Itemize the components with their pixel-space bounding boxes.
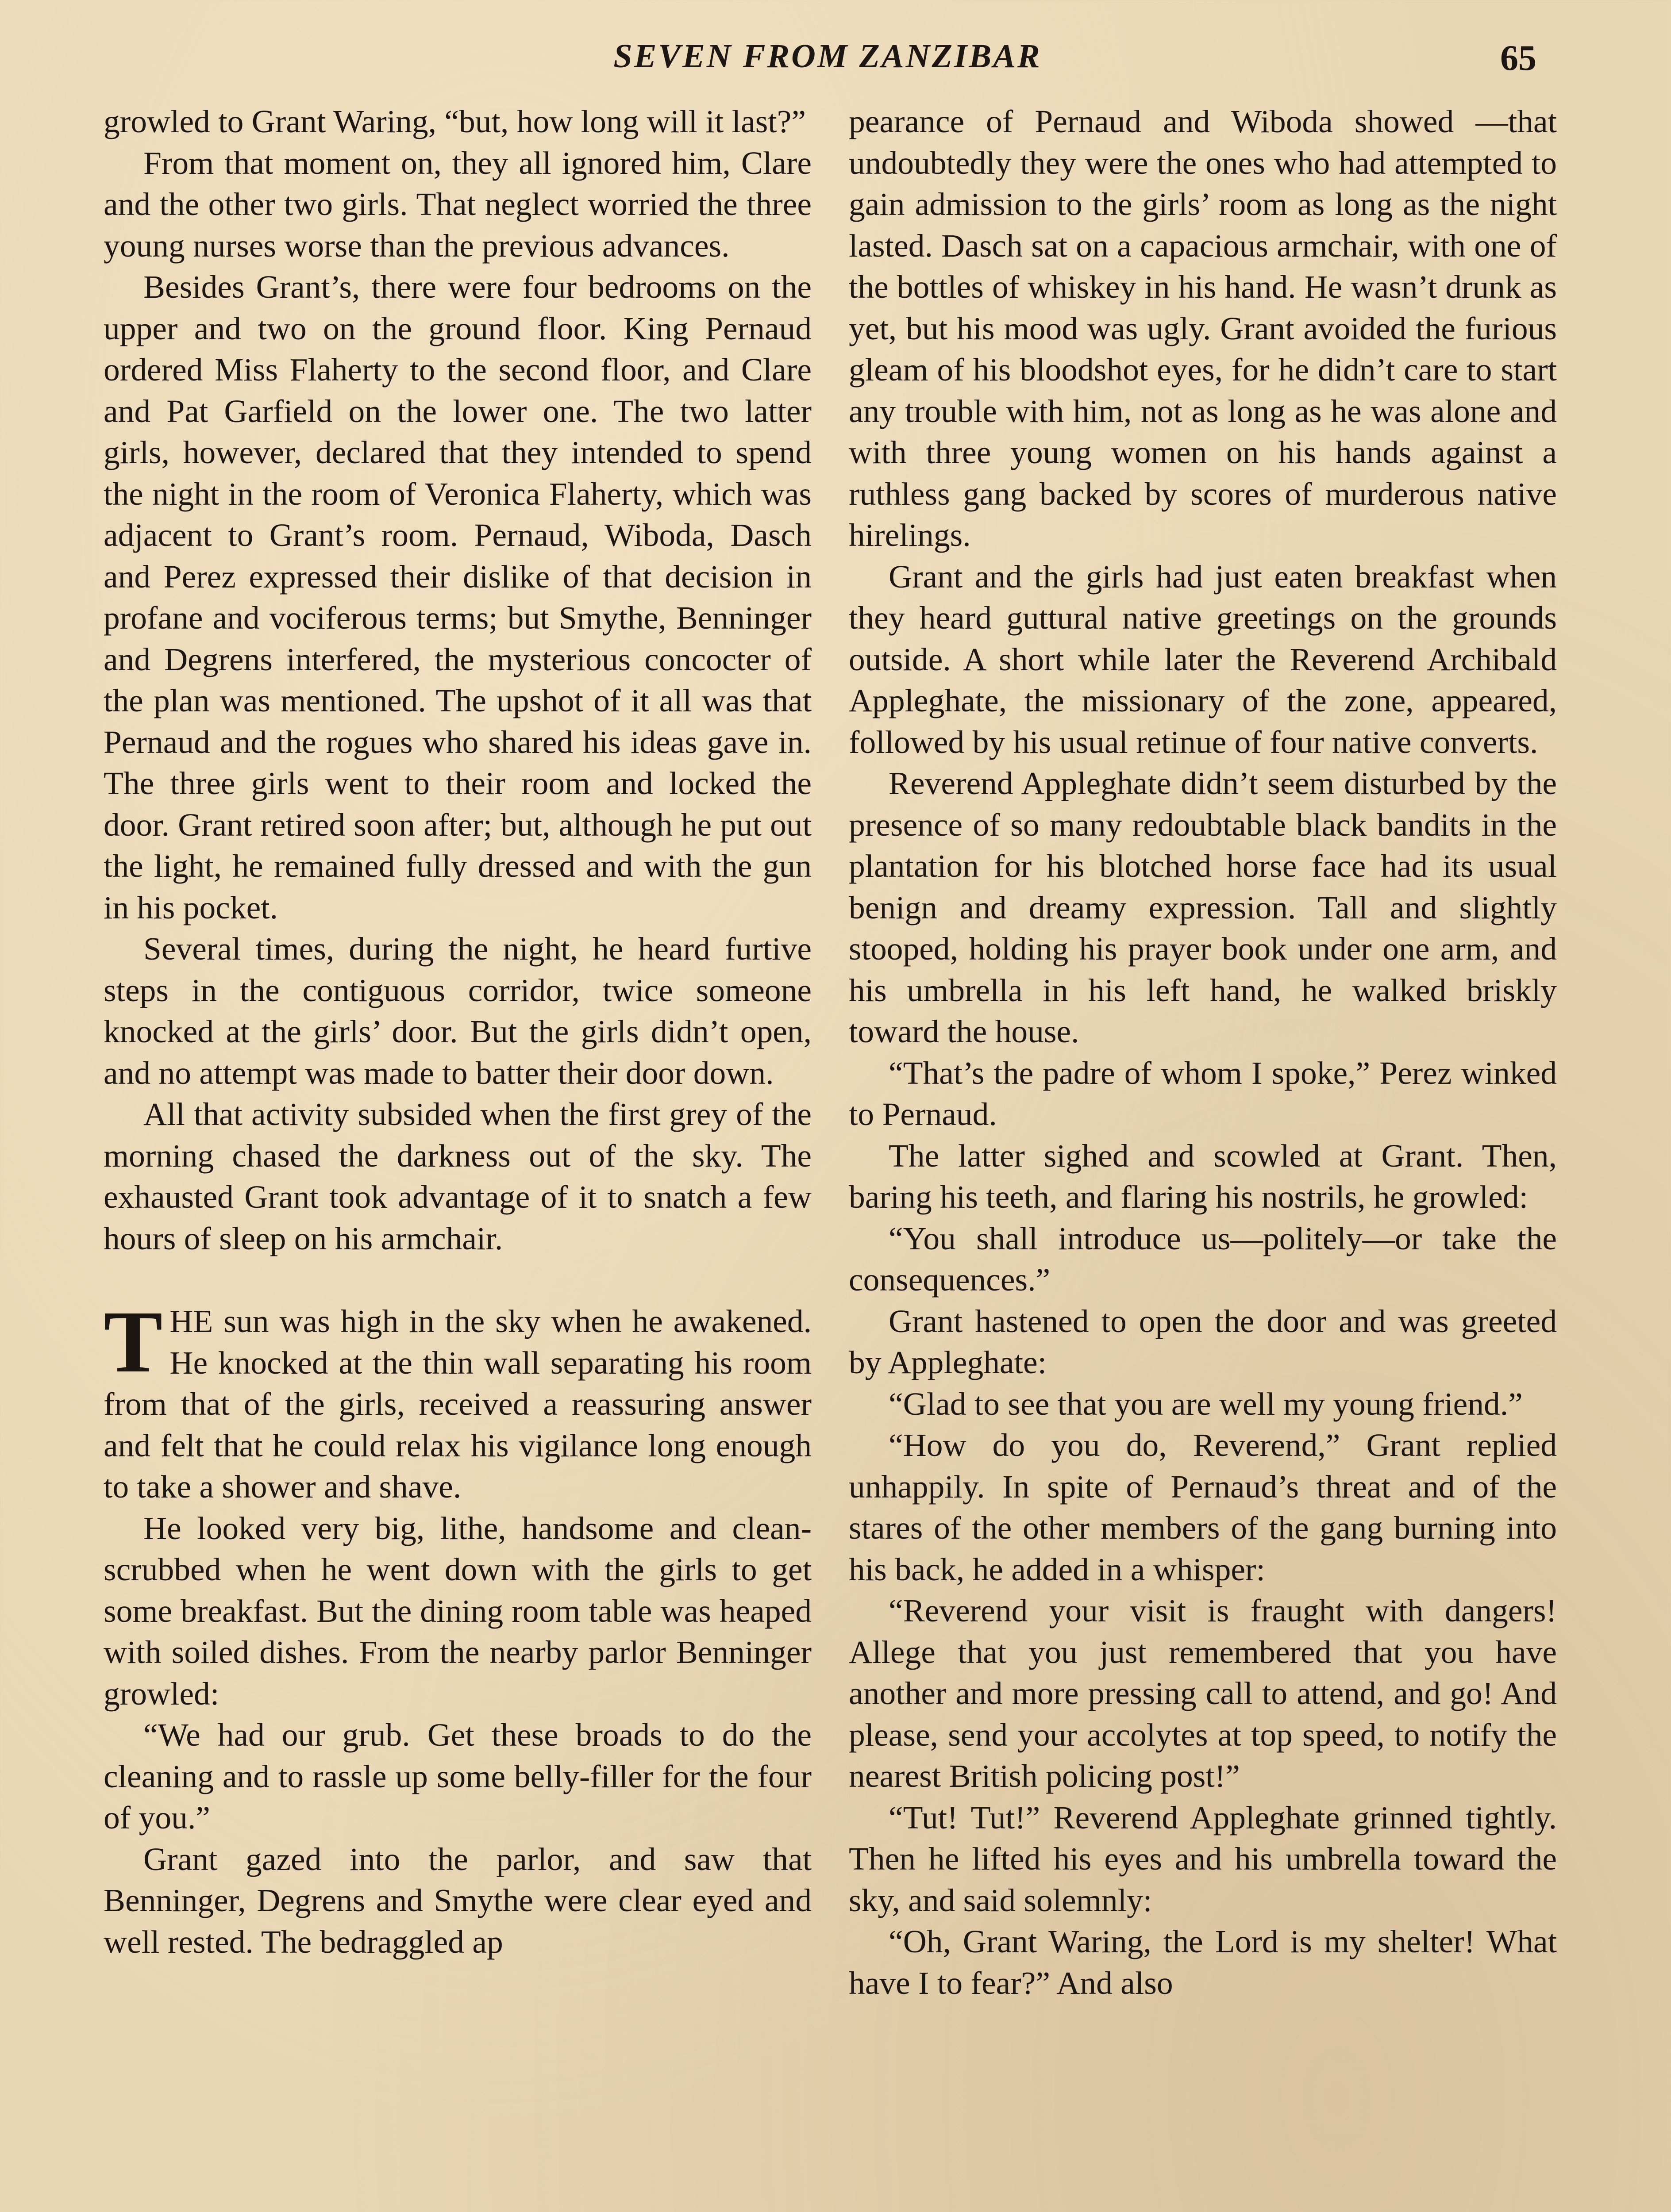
paragraph: Grant hastened to open the door and was greeted by Appleghate: [849,1303,1557,1380]
paragraph: The latter sighed and scowled at Grant. Then, baring his teeth, and flaring his nostrils, he growled: [849,1137,1557,1215]
paragraph: Reverend Appleghate didn’t seem disturbed by the presence of so many redoubtable black bandits in the plantation for his blotched horse face had its usual benign and dreamy expression. Tall and slightly stooped, holding his prayer book under one arm, and his umbrella in his left hand, he walked briskly toward the house. [849,765,1557,1049]
paragraph: “Tut! Tut!” Reverend Appleghate grinned tightly. Then he lifted his eyes and his umbrella toward the sky, and said solemnly: [849,1799,1557,1918]
paragraph: “That’s the padre of whom I spoke,” Perez winked to Pernaud. [849,1055,1557,1132]
left-column [104,101,812,2212]
paragraph: Several times, during the night, he heard furtive steps in the contiguous corridor, twice someone knocked at the girls’ door. But the girls didn’t open, and no attempt was made to batter their door down. [104,931,812,1091]
right-column [849,101,1557,2212]
paragraph: Grant gazed into the parlor, and saw that Benninger, Degrens and Smythe were clear eyed and well rested. The bedraggled ap [104,1841,812,1960]
paragraph: “You shall introduce us—politely—or take the consequences.” [849,1220,1557,1298]
running-title: SEVEN FROM ZANZIBAR [613,38,1042,75]
paragraph: From that moment on, they all ignored him, Clare and the other two girls. That neglect worried the three young nurses worse than the previous advances. [104,145,812,264]
page-number: 65 [1500,38,1536,78]
paragraph: “We had our grub. Get these broads to do the cleaning and to rassle up some belly-filler for the four of you.” [104,1717,812,1836]
paragraph: Besides Grant’s, there were four bedrooms on the upper and two on the ground floor. King Pernaud ordered Miss Flaherty to the second floor, and Clare and Pat Garfield on the lower one. The two latter girls, however, declared that they intended to spend the night in the room of Veronica Flaherty, which was adjacent to Grant’s room. Pernaud, Wiboda, Dasch and Perez expressed their dislike of that decision in profane and vociferous terms; but Smythe, Benninger and Degrens interfered, the mysterious concocter of the plan was mentioned. The upshot of it all was that Pernaud and the rogues who shared his ideas gave in. The three girls went to their room and locked the door. Grant retired soon after; but, although he put out the light, he remained fully dressed and with the gun in his pocket. [104,269,812,926]
paragraph-text: HE sun was high in the sky when he awakened. He knocked at the thin wall separating his room from that of the girls, received a reassuring answer and felt that he could relax his vigilance long enough to take a shower and shave. [104,1303,812,1505]
section-opening-paragraph [104,1293,812,1508]
paragraph: “Glad to see that you are well my young friend.” [889,1386,1523,1422]
paragraph: Grant and the girls had just eaten breakfast when they heard guttural native greetings on the grounds outside. A short while later the Reverend Archibald Appleghate, the missionary of the zone, appeared, followed by his usual retinue of four native converts. [849,558,1557,760]
paragraph: He looked very big, lithe, handsome and clean-scrubbed when he went down with the girls to get some breakfast. But the dining room table was heaped with soiled dishes. From the nearby parlor Benninger growled: [104,1510,812,1712]
paragraph: “Oh, Grant Waring, the Lord is my shelter! What have I to fear?” And also [849,1924,1557,2001]
drop-cap: T [104,1293,163,1391]
section-break [104,1259,812,1301]
paragraph: pearance of Pernaud and Wiboda showed —that undoubtedly they were the ones who had attempted to gain admission to the girls’ room as long as the night lasted. Dasch sat on a capacious armchair, with one of the bottles of whiskey in his hand. He wasn’t drunk as yet, but his mood was ugly. Grant avoided the furious gleam of his bloodshot eyes, for he didn’t care to start any trouble with him, not as long as he was alone and with three young women on his hands against a ruthless gang backed by scores of murderous native hirelings. [849,104,1557,553]
page-header [0,37,1671,95]
paragraph: “Reverend your visit is fraught with dangers! Allege that you just remembered that you have another and more pressing call to attend, and go! And please, send your accolytes at top speed, to notify the nearest British policing post!” [849,1593,1557,1794]
paragraph: growled to Grant Waring, “but, how long will it last?” [104,104,806,139]
paragraph: All that activity subsided when the first grey of the morning chased the darkness out of the sky. The exhausted Grant took advantage of it to snatch a few hours of sleep on his armchair. [104,1096,812,1256]
paragraph: “How do you do, Reverend,” Grant replied unhappily. In spite of Pernaud’s threat and of the stares of the other members of the gang burning into his back, he added in a whisper: [849,1427,1557,1587]
